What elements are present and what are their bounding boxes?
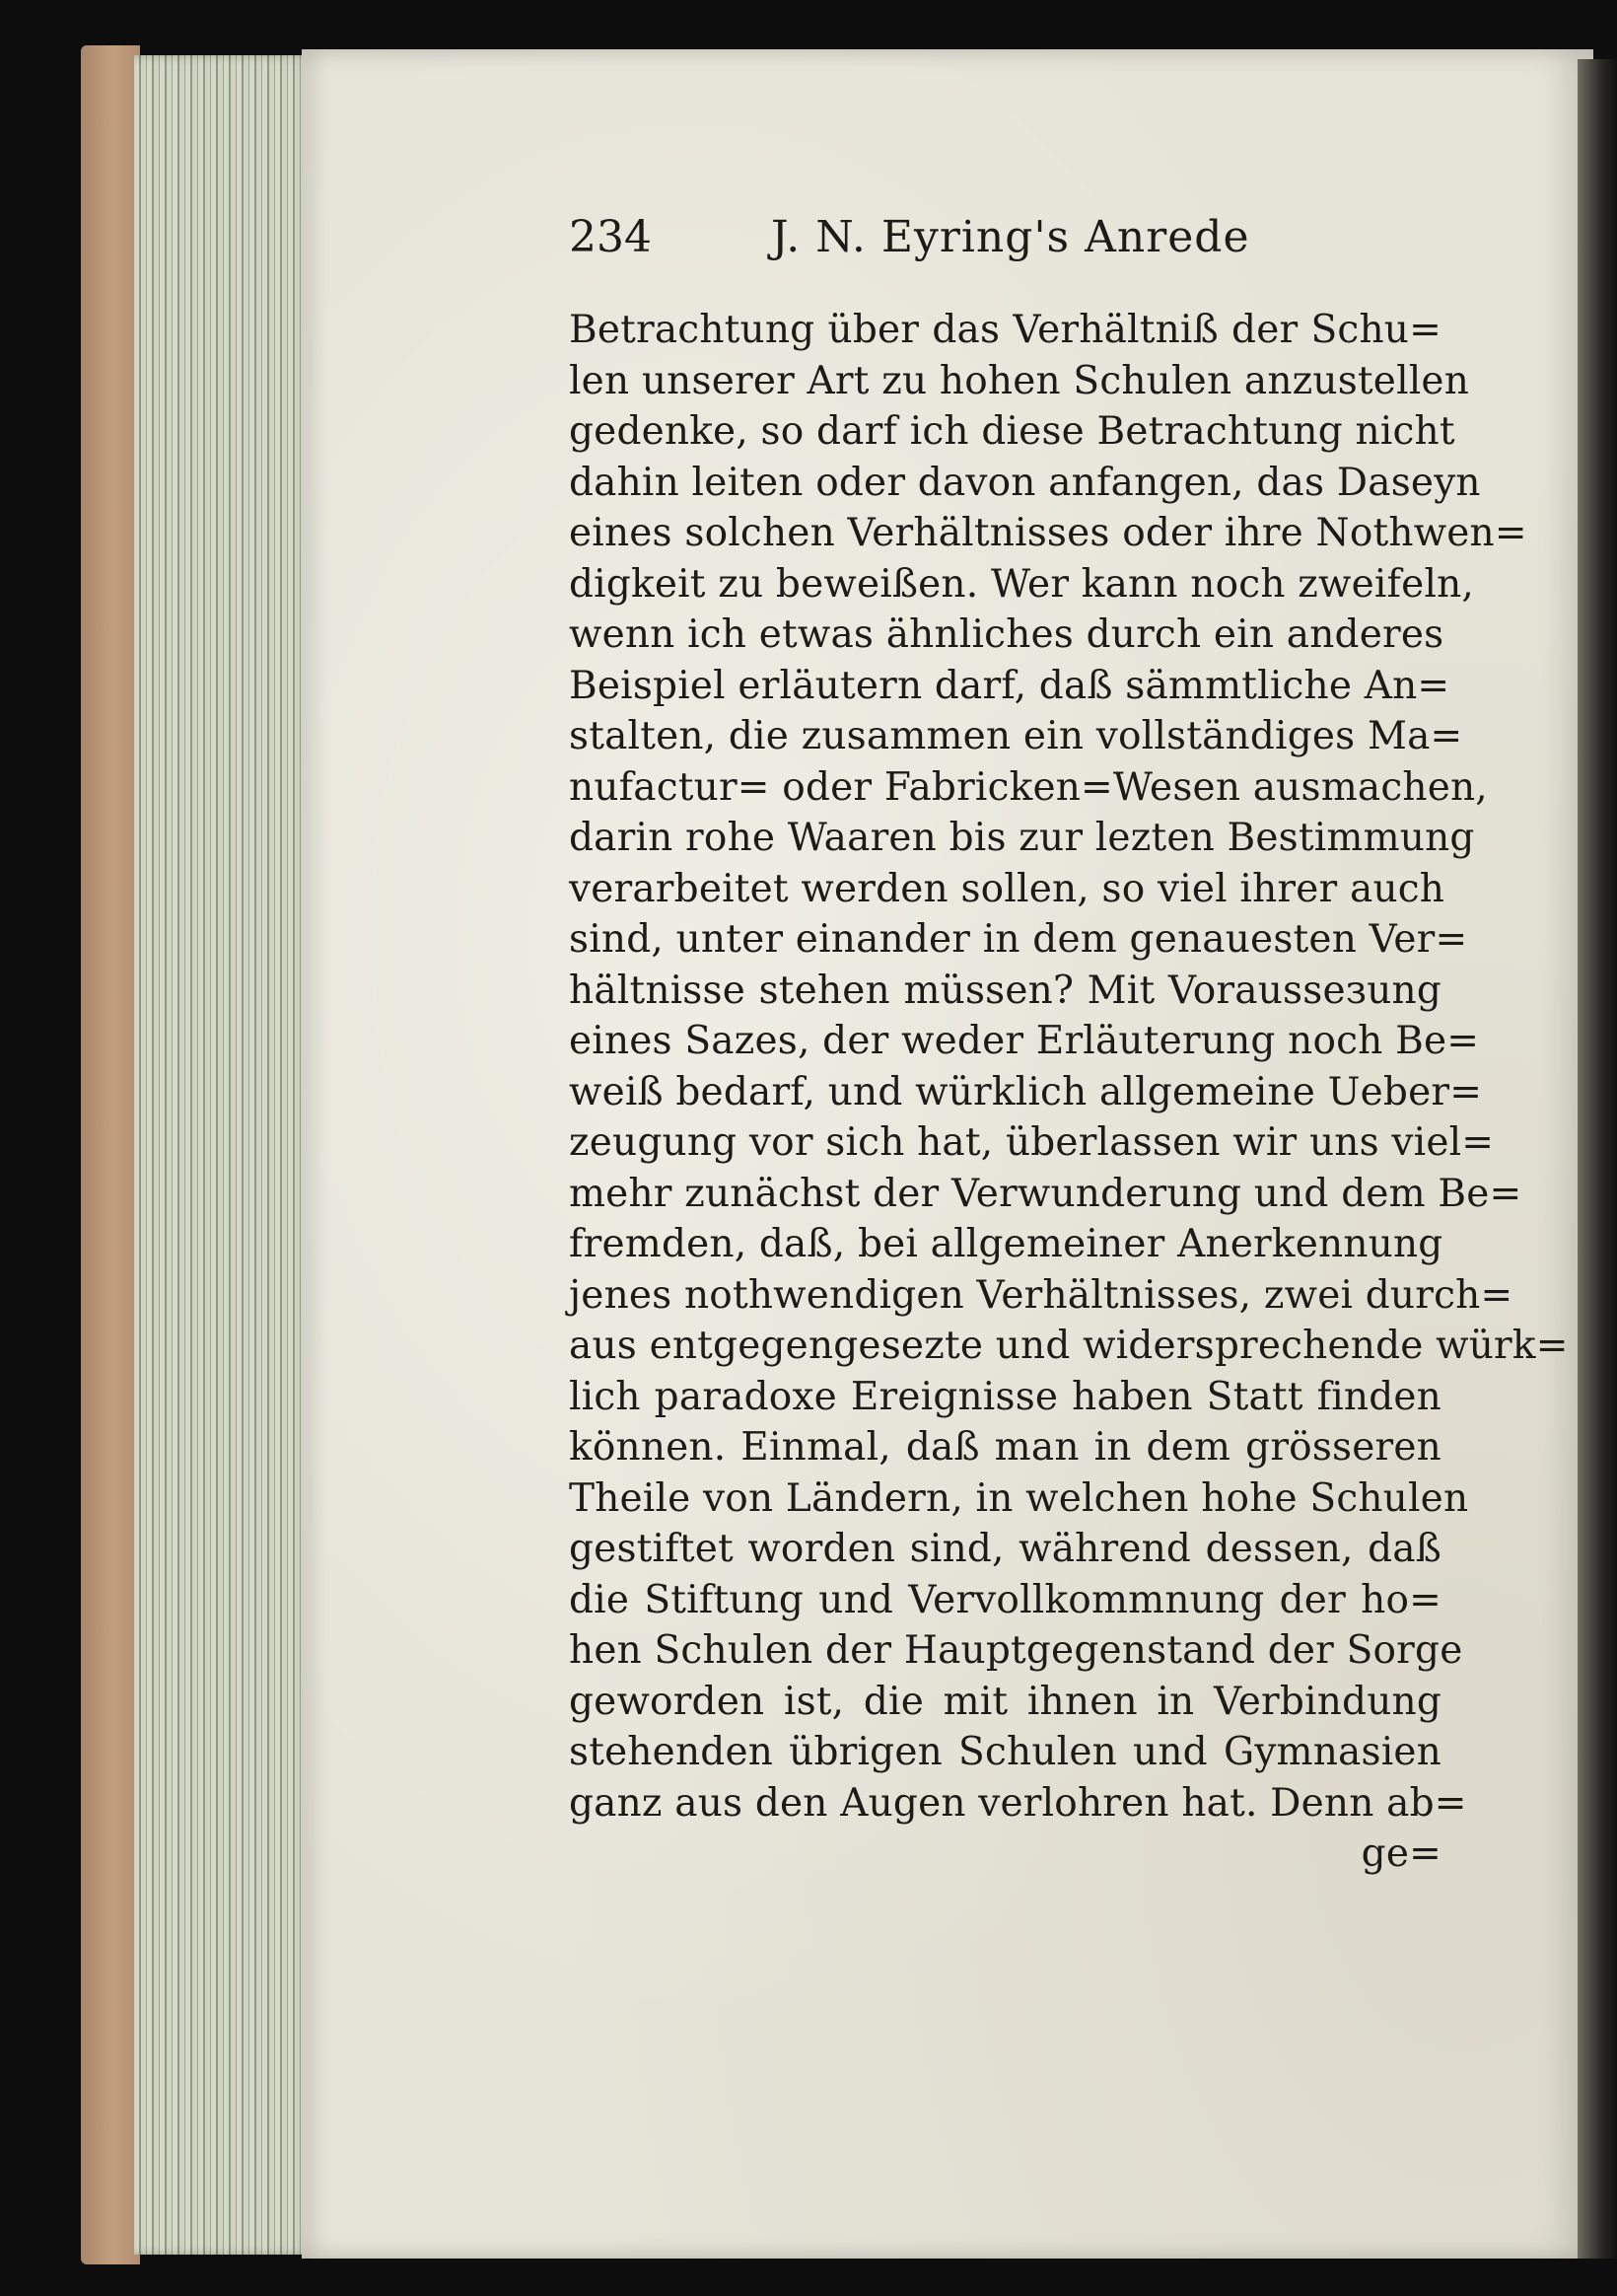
text-line: hältnisse stehen müssen? Mit Vorausseзung [569, 968, 1441, 1013]
page-edges [134, 55, 312, 2255]
text-line: len unserer Art zu hohen Schulen anzustellen [569, 358, 1470, 403]
text-line: nufactur= oder Fabricken=Wesen ausmachen, [569, 764, 1488, 810]
text-line: hen Schulen der Hauptgegenstand der Sorge [569, 1628, 1463, 1673]
text-line: sind, unter einander in dem genauesten Ver= [569, 917, 1468, 962]
text-line: Beispiel erläutern darf, daß sämmtliche An= [569, 663, 1450, 708]
text-line: jenes nothwendigen Verhältnisses, zwei durch= [569, 1272, 1513, 1318]
text-line: eines solchen Verhältnisses oder ihre Nothwen= [569, 511, 1527, 555]
text-line: zeugung vor sich hat, überlassen wir uns viel= [569, 1120, 1495, 1165]
text-line: können. Einmal, daß man in dem grösseren [569, 1425, 1441, 1470]
page-number: 234 [569, 212, 652, 262]
text-line: Theile von Ländern, in welchen hohe Schulen [569, 1475, 1469, 1521]
text-line: die Stiftung und Vervollkommnung der ho= [569, 1577, 1441, 1622]
text-line: Betrachtung über das Verhältniß der Schu= [569, 308, 1441, 352]
text-line: gestiftet worden sind, während dessen, daß [569, 1527, 1441, 1571]
text-line: gedenke, so darf ich diese Betrachtung nicht [569, 409, 1455, 454]
text-line: stalten, die zusammen ein vollständiges Ma= [569, 714, 1463, 758]
text-line: aus entgegengesezte und widersprechende würk= [569, 1324, 1569, 1368]
text-line: digkeit zu beweißen. Wer kann noch zweifeln, [569, 561, 1475, 607]
body-text [569, 305, 1569, 1880]
text-line: darin rohe Waaren bis zur lezten Bestimmung [569, 816, 1475, 860]
page-content [569, 202, 1569, 1880]
text-line: ganz aus den Augen verlohren hat. Denn ab= [569, 1780, 1467, 1826]
text-line: verarbeitet werden sollen, so viel ihrer auch [569, 866, 1445, 911]
book-cover-edge [81, 45, 140, 2264]
text-line: geworden ist, die mit ihnen in Verbindung [569, 1679, 1441, 1724]
running-head: J. N. Eyring's Anrede [771, 212, 1250, 262]
text-line: eines Sazes, der weder Erläuterung noch Be= [569, 1019, 1480, 1063]
text-line: weiß bedarf, und würklich allgemeine Ueber= [569, 1069, 1483, 1114]
catchword: ge= [1361, 1831, 1441, 1876]
text-line: dahin leiten oder davon anfangen, das Daseyn [569, 460, 1481, 505]
text-line: lich paradoxe Ereignisse haben Statt finden [569, 1374, 1441, 1419]
text-line: stehenden übrigen Schulen und Gymnasien [569, 1730, 1441, 1774]
text-line: fremden, daß, bei allgemeiner Anerkennung [569, 1222, 1443, 1266]
text-line: wenn ich etwas ähnliches durch ein anderes [569, 612, 1444, 657]
page-header [569, 202, 1441, 273]
text-line: mehr zunächst der Verwunderung und dem Be= [569, 1171, 1522, 1216]
book-gutter [1578, 59, 1617, 2259]
